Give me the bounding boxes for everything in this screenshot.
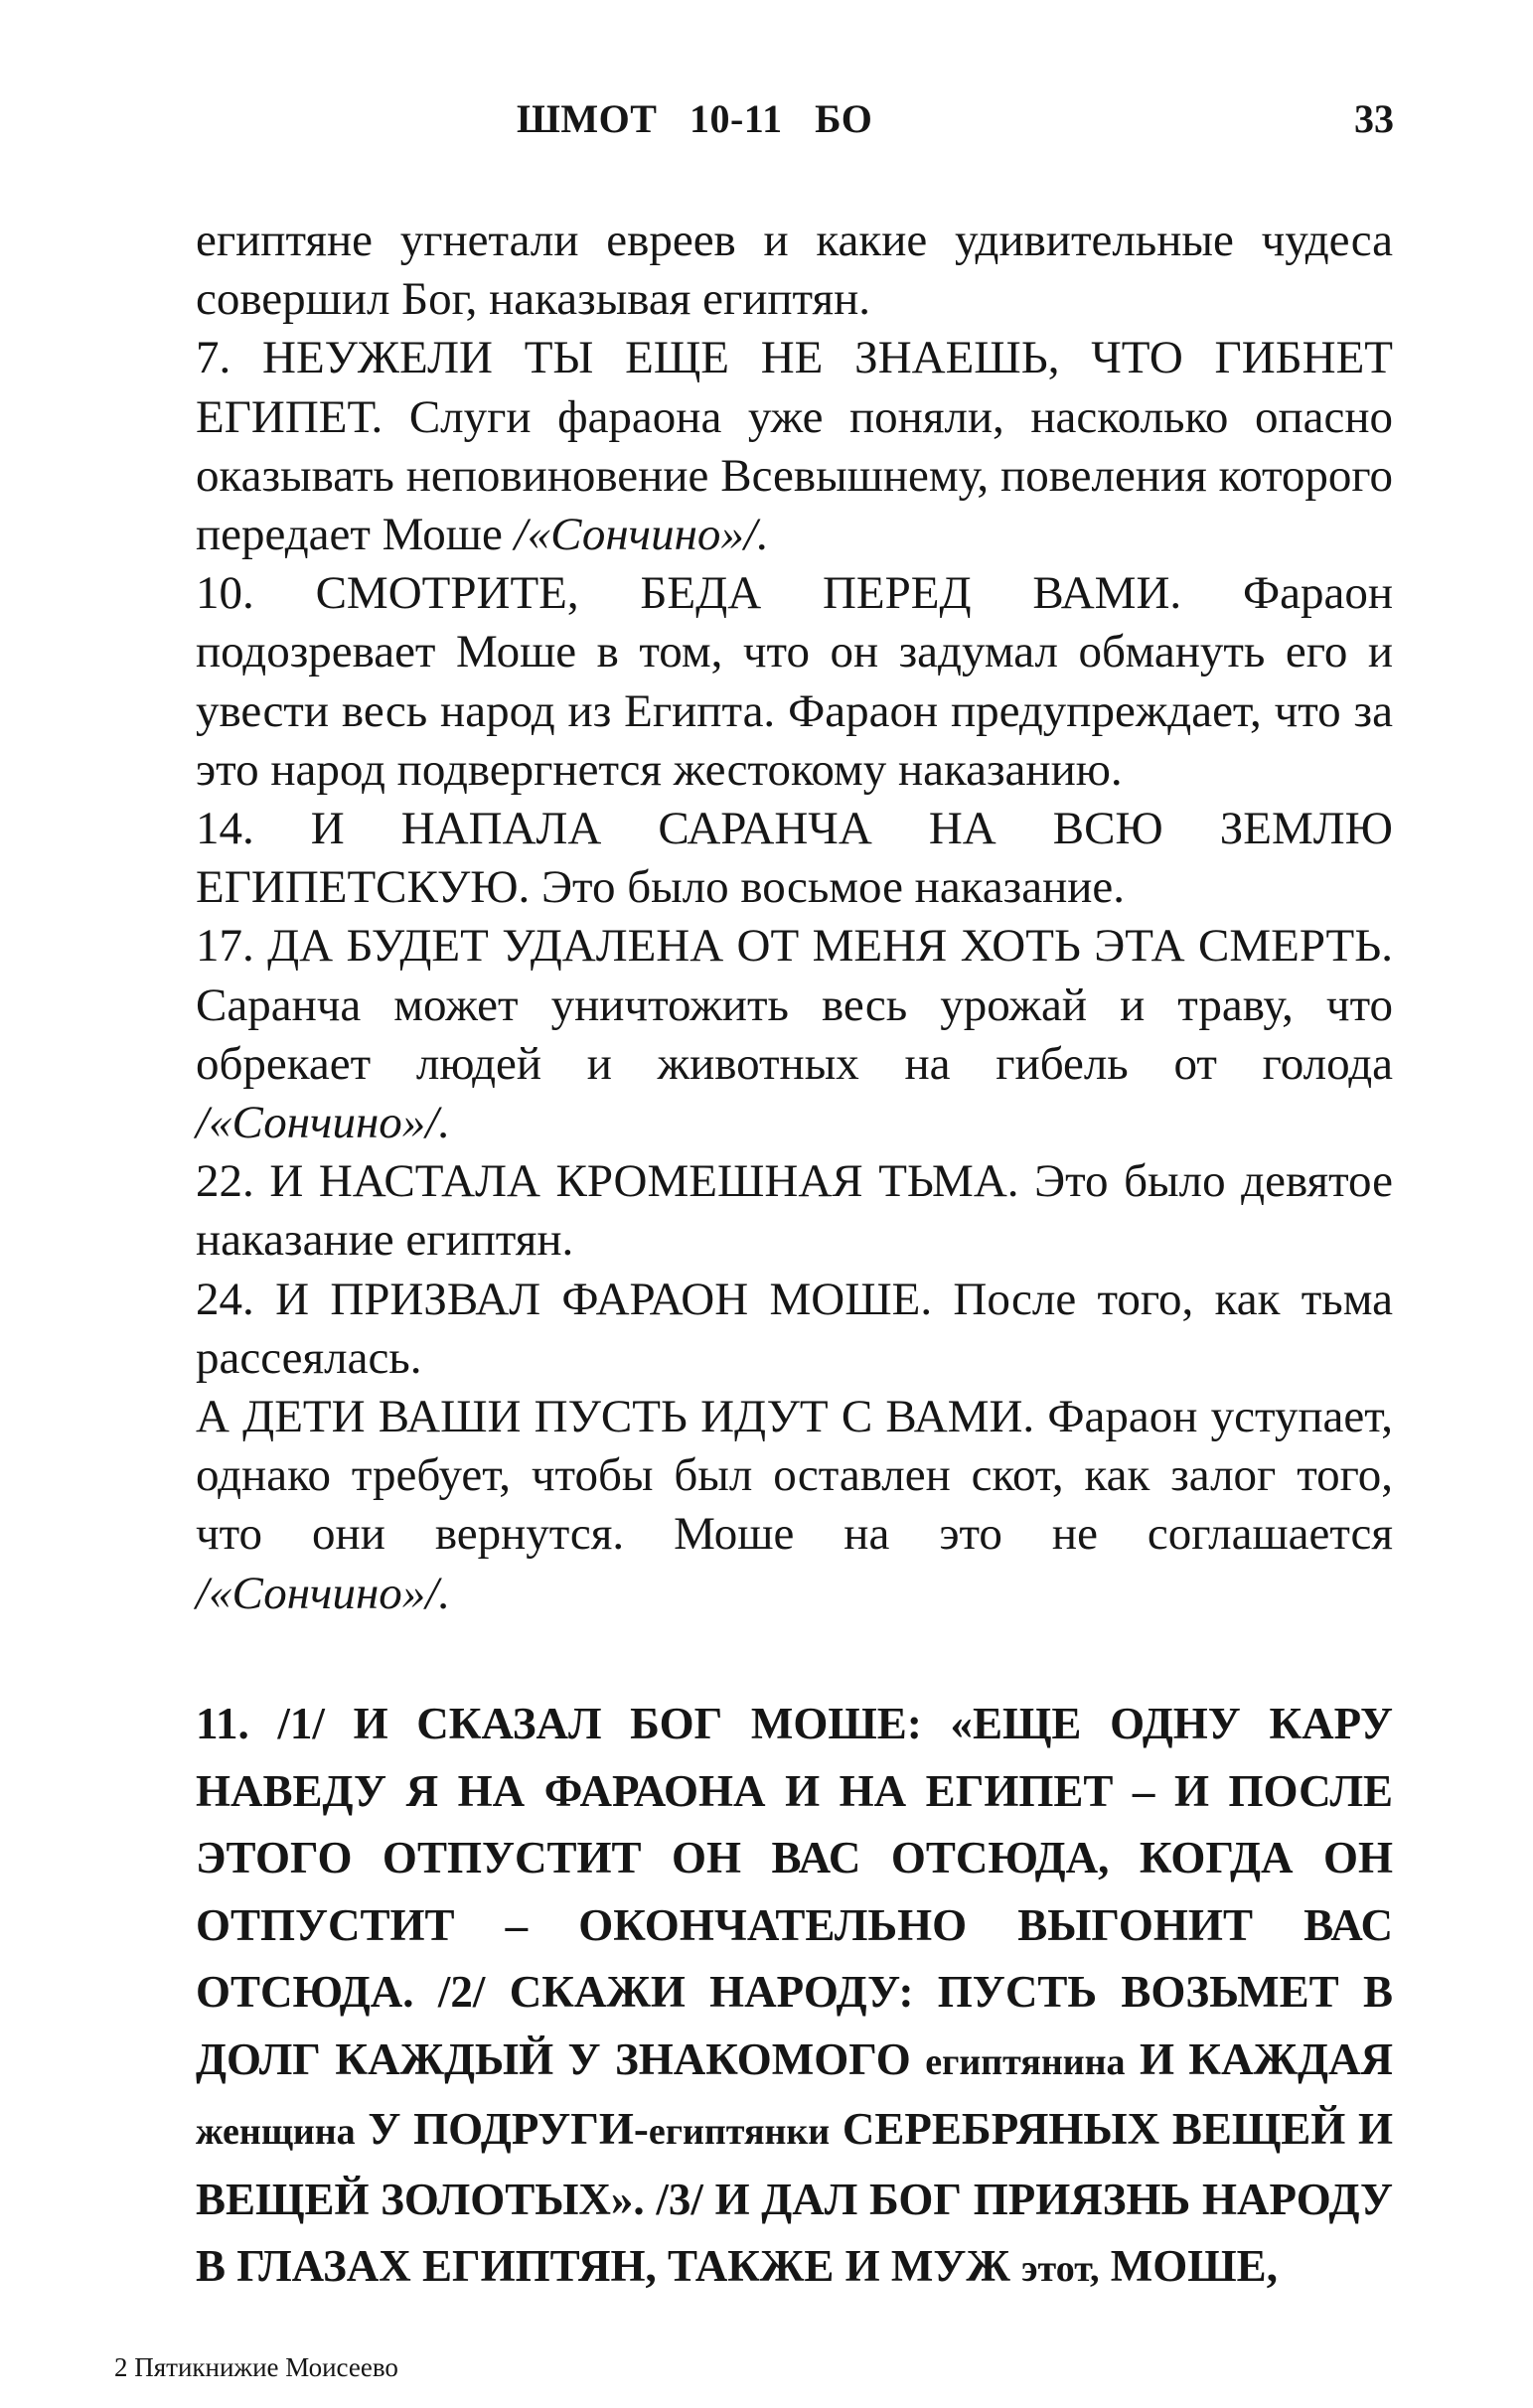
verse-reference: 24. И ПРИЗВАЛ ФАРАОН МОШЕ.	[196, 1273, 933, 1325]
commentary-text: Саранча может уничтожить весь урожай и траву, что обрекает людей и животных на гибель от голода	[196, 978, 1393, 1090]
verse-reference: 7. НЕУЖЕЛИ ТЫ ЕЩЕ НЕ ЗНАЕШЬ, ЧТО ГИБНЕТ ЕГИПЕТ.	[196, 332, 1393, 443]
commentary-paragraph	[196, 1152, 1393, 1270]
commentary-text: Фараон подозревает Моше в том, что он задумал обмануть его и увести весь народ из Египта. Фараон предупреждает, что за это народ подвергнется жестокому наказанию.	[196, 567, 1393, 796]
commentary-text: Это было девятое наказание египтян.	[196, 1155, 1393, 1267]
scripture-gloss: женщина	[196, 2111, 356, 2153]
scripture-text: СЕРЕБРЯНЫХ ВЕЩЕЙ И ВЕЩЕЙ ЗОЛОТЫХ». /3/ И ДАЛ БОГ ПРИЯЗНЬ НАРОДУ В ГЛАЗАХ ЕГИПТЯН, ТАКЖЕ И МУЖ	[196, 2104, 1394, 2291]
commentary-paragraph	[196, 212, 1393, 329]
scripture-gloss: египтянина	[925, 2040, 1126, 2083]
commentary-paragraph	[196, 917, 1393, 1152]
commentary-paragraph	[196, 1271, 1393, 1388]
scripture-block	[196, 1691, 1393, 2304]
source-citation: /«Сончино»/.	[196, 1567, 451, 1619]
scripture-text: У ПОДРУГИ-	[368, 2104, 649, 2154]
verse-reference: 14. И НАПАЛА САРАНЧА НА ВСЮ ЗЕМЛЮ ЕГИПЕТСКУЮ.	[196, 803, 1393, 914]
commentary-paragraph	[196, 329, 1393, 564]
commentary-text: Слуги фараона уже поняли, насколько опасно оказывать неповиновение Всевышнему, повеления которого передает Моше	[196, 390, 1393, 561]
scripture-text: 11. /1/ И СКАЗАЛ БОГ МОШЕ: «ЕЩЕ ОДНУ КАРУ НАВЕДУ Я НА ФАРАОНА И НА ЕГИПЕТ – И ПОСЛЕ ЭТОГО ОТПУСТИТ ОН ВАС ОТСЮДА, КОГДА ОН ОТПУСТИТ – ОКОНЧАТЕЛЬНО ВЫГОНИТ ВАС ОТСЮДА. /2/ СКАЖИ НАРОДУ: ПУСТЬ ВОЗЬМЕТ В ДОЛГ КАЖДЫЙ У ЗНАКОМОГО	[196, 1699, 1393, 2084]
scripture-gloss: этот,	[1021, 2248, 1100, 2290]
scripture-gloss: египтянки	[648, 2111, 831, 2153]
commentary-paragraph	[196, 800, 1393, 917]
commentary-text: После того, как тьма рассеялась.	[196, 1273, 1394, 1384]
verse-reference: А ДЕТИ ВАШИ ПУСТЬ ИДУТ С ВАМИ.	[196, 1391, 1035, 1443]
source-citation: /«Сончино»/.	[514, 509, 769, 561]
verse-reference: 10. СМОТРИТЕ, БЕДА ПЕРЕД ВАМИ.	[196, 567, 1182, 620]
verse-reference: 17. ДА БУДЕТ УДАЛЕНА ОТ МЕНЯ ХОТЬ ЭТА СМЕРТЬ.	[196, 920, 1393, 973]
commentary-block	[196, 212, 1393, 1623]
running-head: ШМОТ 10-11 БО	[517, 96, 873, 141]
signature-footer: 2 Пятикнижие Моисеево	[114, 2352, 398, 2382]
page-number: 33	[1354, 96, 1394, 141]
scripture-text: МОШЕ,	[1110, 2241, 1278, 2291]
commentary-text: Это было восьмое наказание.	[541, 861, 1126, 914]
commentary-text: египтяне угнетали евреев и какие удивительные чудеса совершил Бог, наказывая египтян.	[196, 215, 1393, 326]
commentary-paragraph	[196, 1388, 1393, 1623]
page-header	[0, 95, 1533, 145]
scripture-text: И КАЖДАЯ	[1139, 2033, 1394, 2084]
verse-reference: 22. И НАСТАЛА КРОМЕШНАЯ ТЬМА.	[196, 1155, 1019, 1208]
commentary-paragraph	[196, 564, 1393, 800]
commentary-text: Фараон уступает, однако требует, чтобы был оставлен скот, как залог того, что они вернутся. Моше на это не соглашается	[196, 1391, 1393, 1561]
source-citation: /«Сончино»/.	[196, 1097, 451, 1149]
